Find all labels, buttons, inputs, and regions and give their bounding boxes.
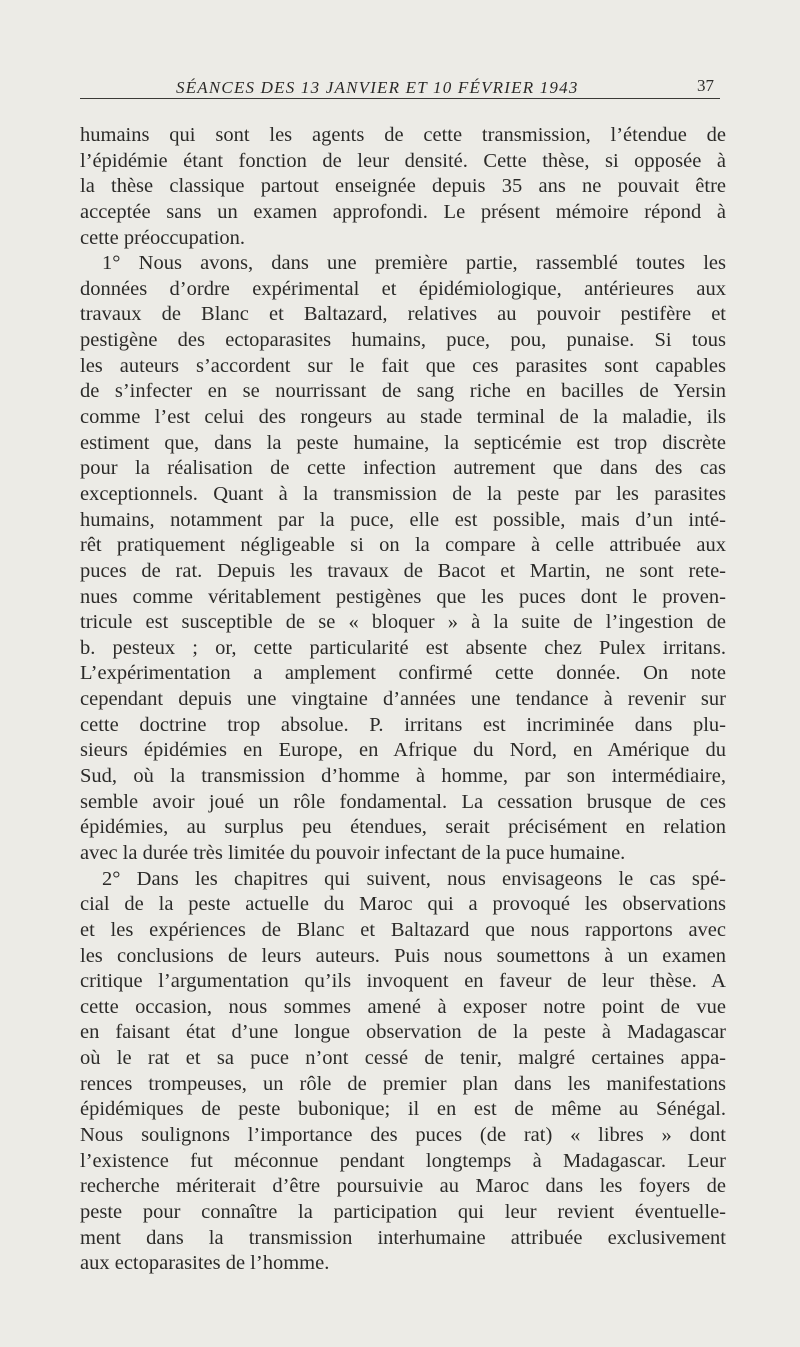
header-rule (80, 98, 720, 99)
text-line: Nous soulignons l’importance des puces (de rat) « libres » dont (80, 1123, 726, 1146)
text-line: cette préoccupation. (80, 226, 246, 249)
text-line: données d’ordre expérimental et épidémiologique, antérieures aux (80, 277, 726, 300)
text-line: tricule est susceptible de se « bloquer » à la suite de l’ingestion de (80, 611, 726, 634)
text-line: rêt pratiquement négligeable si on la compare à celle attribuée aux (80, 534, 726, 557)
text-line: et les expériences de Blanc et Baltazard que nous rapportons avec (80, 918, 726, 941)
text-line: où le rat et sa puce n’ont cessé de tenir, malgré certaines appa- (80, 1047, 726, 1070)
text-line: nues comme véritablement pestigènes que les puces dont le proven- (80, 585, 726, 608)
body-text (80, 123, 726, 1277)
text-line: humains, notamment par la puce, elle est possible, mais d’un inté- (80, 508, 726, 531)
running-title: SÉANCES DES 13 JANVIER ET 10 FÉVRIER 1943 (176, 78, 579, 97)
text-line: en faisant état d’une longue observation de la peste à Madagascar (80, 1021, 726, 1044)
text-line: épidémiques de peste bubonique; il en est de même au Sénégal. (80, 1098, 726, 1121)
text-line: puces de rat. Depuis les travaux de Bacot et Martin, ne sont rete- (80, 559, 726, 582)
text-line: épidémies, au surplus peu étendues, serait précisément en relation (80, 816, 726, 839)
text-line: les auteurs s’accordent sur le fait que ces parasites sont capables (80, 354, 726, 377)
text-line: humains qui sont les agents de cette transmission, l’étendue de (80, 124, 726, 146)
text-line: exceptionnels. Quant à la transmission de la peste par les parasites (80, 482, 726, 505)
text-line: comme l’est celui des rongeurs au stade terminal de la maladie, ils (80, 406, 726, 429)
text-line: travaux de Blanc et Baltazard, relatives au pouvoir pestifère et (80, 303, 726, 326)
text-line: rences trompeuses, un rôle de premier plan dans les manifestations (80, 1072, 726, 1095)
text-line: avec la durée très limitée du pouvoir infectant de la puce humaine. (80, 841, 626, 864)
text-line: cependant depuis une vingtaine d’années une tendance à revenir sur (80, 688, 726, 711)
text-line: acceptée sans un examen approfondi. Le présent mémoire répond à (80, 200, 726, 223)
text-line: la thèse classique partout enseignée depuis 35 ans ne pouvait être (80, 175, 726, 198)
text-line: de s’infecter en se nourrissant de sang riche en bacilles de Yersin (80, 380, 726, 403)
text-line: cette doctrine trop absolue. P. irritans est incriminée dans plu- (80, 713, 726, 736)
text-line: Sud, où la transmission d’homme à homme, par son intermédiaire, (80, 765, 726, 788)
text-line: pestigène des ectoparasites humains, puce, pou, punaise. Si tous (80, 329, 726, 352)
page-number: 37 (697, 76, 714, 95)
text-line: ment dans la transmission interhumaine attribuée exclusivement (80, 1226, 726, 1249)
text-line: estiment que, dans la peste humaine, la septicémie est trop discrète (80, 431, 726, 454)
text-line: aux ectoparasites de l’homme. (80, 1252, 330, 1275)
paragraph-first-line: 1° Nous avons, dans une première partie, rassemblé toutes les (102, 252, 726, 275)
text-line: L’expérimentation a amplement confirmé cette donnée. On note (80, 662, 726, 685)
text-line: critique l’argumentation qu’ils invoquent en faveur de leur thèse. A (80, 970, 726, 993)
text-line: sieurs épidémies en Europe, en Afrique du Nord, en Amérique du (80, 739, 726, 762)
text-line: les conclusions de leurs auteurs. Puis nous soumettons à un examen (80, 944, 726, 967)
text-line: l’existence fut méconnue pendant longtemps à Madagascar. Leur (80, 1149, 726, 1172)
text-line: b. pesteux ; or, cette particularité est absente chez Pulex irritans. (80, 636, 726, 659)
text-line: l’épidémie étant fonction de leur densité. Cette thèse, si opposée à (80, 149, 726, 172)
text-line: cial de la peste actuelle du Maroc qui a provoqué les observations (80, 893, 726, 916)
text-line: semble avoir joué un rôle fondamental. La cessation brusque de ces (80, 790, 726, 813)
text-line: peste pour connaître la participation qui leur revient éventuelle- (80, 1200, 726, 1223)
text-line: pour la réalisation de cette infection autrement que dans des cas (80, 457, 726, 480)
text-line: cette occasion, nous sommes amené à exposer notre point de vue (80, 995, 726, 1018)
paragraph-first-line: 2° Dans les chapitres qui suivent, nous envisageons le cas spé- (102, 867, 726, 890)
text-line: recherche mériterait d’être poursuivie au Maroc dans les foyers de (80, 1175, 726, 1198)
